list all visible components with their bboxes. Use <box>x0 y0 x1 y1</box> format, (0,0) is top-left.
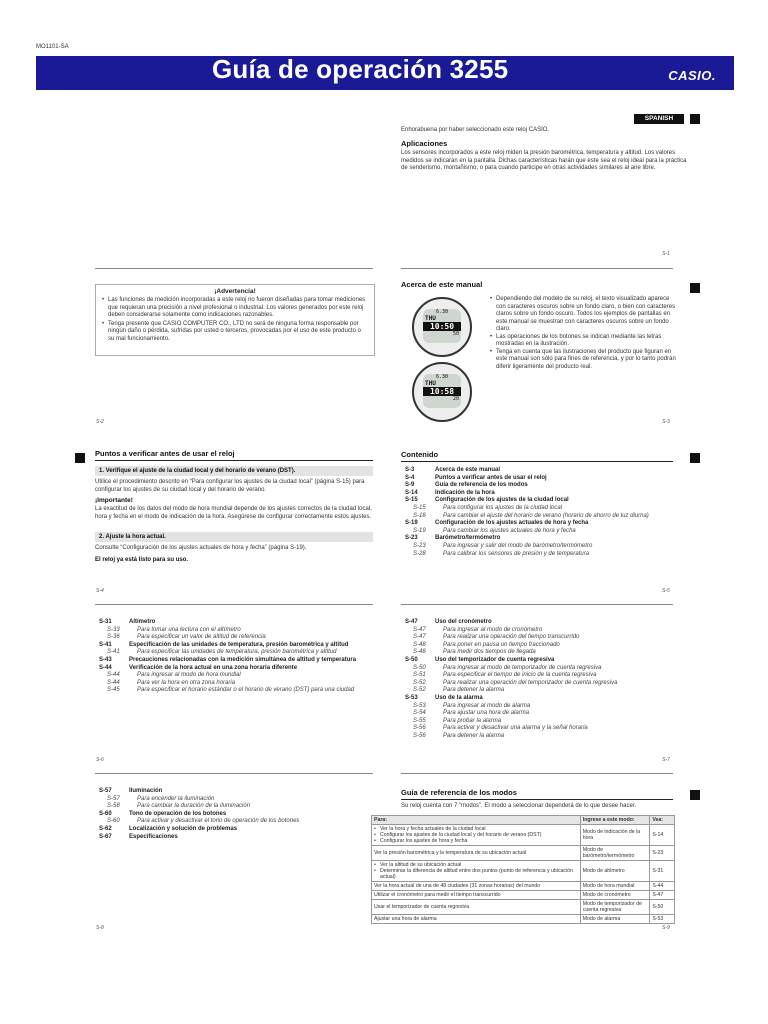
title-banner <box>36 56 734 90</box>
toc-sub-page-ref: S-33 <box>107 626 120 633</box>
warning-item: • Las funciones de medición incorporadas a este reloj no fueron diseñadas para tomar mediciones que requieran una precisión a nivel profesional o industrial. Los valores generados por este reloj deben considerarse solamente como indicaciones razonables. <box>102 297 368 320</box>
toc-entry <box>405 467 677 475</box>
page-number: S-3 <box>662 419 670 425</box>
toc-sub-page-ref: S-36 <box>107 634 120 641</box>
toc-page-ref: S-62 <box>99 825 112 832</box>
cell-modo: Modo de hora mundial <box>580 882 650 891</box>
aplicaciones-text: Los sensores incorporados a este reloj miden la presión barométrica, temperatura y altitud. Los valores medidos se indicarán en la pantalla. Dichas características harán que este sea el reloj ideal para la práctica de senderismo, montañismo, o para cuando participe en otras actividades similares al aire libre. <box>401 150 687 171</box>
cell-para <box>372 825 581 846</box>
divider <box>401 268 673 269</box>
important-text: La exactitud de los datos del modo de hora mundial depende de los ajustes correctos de la ciudad local, hora y fecha en el modo de indicación de la hora. Asegúrese de configurar correctamente estos ajustes. <box>95 506 372 520</box>
toc-sub-title: Para ver la hora en otra zona horaria <box>137 679 236 686</box>
cell-vea: S-23 <box>650 846 675 861</box>
toc-subentry <box>99 672 373 680</box>
toc-title: Localización y solución de problemas <box>129 825 238 832</box>
cell-vea: S-50 <box>650 900 675 915</box>
section-heading-acerca: Acerca de este manual <box>401 280 483 289</box>
toc-title: Acerca de este manual <box>435 467 501 473</box>
cell-para-line: • Determinar la diferencia de altitud entre dos puntos (punto de referencia y ubicación actual) <box>374 868 578 880</box>
toc-list <box>405 619 677 741</box>
cell-modo: Modo de indicación de la hora <box>580 825 650 846</box>
table-row <box>372 846 675 861</box>
toc-entry <box>99 657 373 665</box>
toc-title: Guía de referencia de los modos <box>435 482 528 489</box>
toc-sub-title: Para cambiar la duración de la iluminación <box>137 803 251 810</box>
step-2-header: 2. Ajuste la hora actual. <box>95 532 373 542</box>
page-number: S-2 <box>96 419 104 425</box>
toc-subentry <box>405 718 677 726</box>
watch-seconds: 20 <box>452 396 459 402</box>
toc-sub-title: Para encender la iluminación <box>137 795 215 802</box>
toc-page-ref: S-9 <box>405 482 415 489</box>
intro-text: Enhorabuena por haber seleccionado este reloj CASIO. <box>401 127 550 133</box>
cell-vea: S-14 <box>650 825 675 846</box>
toc-sub-title: Para ajustar una hora de alarma <box>443 710 530 717</box>
cell-para <box>372 915 581 924</box>
acerca-bullets <box>490 296 676 371</box>
toc-entry <box>405 657 677 665</box>
toc-title: Indicación de la hora <box>435 489 495 496</box>
cell-vea: S-31 <box>650 861 675 882</box>
section-heading-guia: Guía de referencia de los modos <box>401 788 517 797</box>
toc-title: Altímetro <box>129 619 156 625</box>
important-heading: ¡Importante! <box>95 497 133 504</box>
warning-title: ¡Advertencia! <box>214 288 256 295</box>
toc-subentry <box>405 513 677 521</box>
toc-page-ref: S-31 <box>99 619 112 625</box>
toc-sub-page-ref: S-28 <box>413 550 426 557</box>
watch-time: 10:50 <box>423 322 461 331</box>
divider <box>401 773 673 774</box>
toc-subentry <box>405 543 677 551</box>
watch-date: 6.30 <box>435 309 449 315</box>
toc-sub-page-ref: S-52 <box>413 687 426 694</box>
col-header-para: Para: <box>372 816 581 825</box>
cell-para-line: • Configurar los ajustes de hora y fecha <box>374 838 578 844</box>
toc-title: Uso de la alarma <box>435 694 483 701</box>
toc-subentry <box>405 642 677 650</box>
page-marker <box>75 453 85 463</box>
toc-page-ref: S-60 <box>99 810 112 817</box>
toc-sub-page-ref: S-19 <box>413 527 426 534</box>
divider <box>95 604 373 605</box>
section-heading-puntos: Puntos a verificar antes de usar el reloj <box>95 449 235 458</box>
toc-title: Configuración de los ajustes de la ciudad local <box>435 497 569 504</box>
cell-para-line: • Ver la hora y fecha actuales de la ciudad local <box>374 826 578 832</box>
toc-entry <box>405 695 677 703</box>
toc-sub-page-ref: S-44 <box>107 679 120 686</box>
cell-vea: S-44 <box>650 882 675 891</box>
toc-subentry <box>99 680 373 688</box>
watch-date: 6.30 <box>435 374 449 380</box>
toc-sub-page-ref: S-15 <box>413 504 426 511</box>
watch-illustration <box>412 362 472 422</box>
toc-entry <box>405 482 677 490</box>
toc-entry <box>99 619 373 627</box>
toc-sub-page-ref: S-58 <box>107 803 120 810</box>
toc-subentry <box>99 818 373 826</box>
toc-entry <box>405 520 677 528</box>
watch-illustration <box>412 297 472 357</box>
toc-page-ref: S-14 <box>405 489 418 496</box>
page-number: S-6 <box>96 757 104 763</box>
divider <box>95 460 373 461</box>
toc-subentry <box>405 703 677 711</box>
table-row <box>372 882 675 891</box>
toc-list <box>99 619 373 695</box>
toc-sub-page-ref: S-45 <box>107 687 120 694</box>
toc-title: Especificación de las unidades de temperatura, presión barométrica y altitud <box>129 641 349 648</box>
toc-sub-page-ref: S-51 <box>413 672 426 679</box>
toc-subentry <box>99 649 373 657</box>
toc-sub-title: Para ingresar al modo de cronómetro <box>443 626 543 633</box>
toc-entry <box>99 642 373 650</box>
toc-title: Tono de operación de los botones <box>129 810 227 817</box>
page-marker <box>690 790 700 800</box>
watch-time: 10:58 <box>423 387 461 396</box>
toc-subentry <box>405 672 677 680</box>
toc-sub-title: Para ingresar al modo de hora mundial <box>137 672 241 679</box>
toc-sub-page-ref: S-41 <box>107 649 120 656</box>
acerca-bullet: • Tenga en cuenta que las ilustraciones del producto que figuran en este manual son sólo para fines de referencia, y por lo tanto podrán diferir ligeramente del producto real. <box>490 349 676 372</box>
col-header-vea: Vea: <box>650 816 675 825</box>
toc-subentry <box>405 634 677 642</box>
toc-sub-title: Para especificar un valor de altitud de referencia <box>137 634 266 641</box>
step-1-text: Utilice el procedimiento descrito en “Para configurar los ajustes de la ciudad local” (página S-15) para configurar los ajustes de su ciudad local y del horario de verano. <box>95 479 365 493</box>
toc-sub-page-ref: S-47 <box>413 626 426 633</box>
toc-sub-title: Para ingresar al modo de alarma <box>443 702 531 709</box>
toc-sub-page-ref: S-44 <box>107 672 120 679</box>
toc-title: Especificaciones <box>129 833 178 840</box>
toc-subentry <box>405 505 677 513</box>
toc-sub-title: Para detener la alarma <box>443 732 505 739</box>
toc-list <box>99 788 373 841</box>
toc-subentry <box>405 710 677 718</box>
toc-subentry <box>99 803 373 811</box>
divider <box>95 773 373 774</box>
toc-sub-title: Para especificar las unidades de temperatura, presión barométrica y altitud <box>137 649 337 656</box>
divider <box>401 461 673 462</box>
toc-sub-title: Para poner en pausa un tiempo fraccionado <box>443 641 560 648</box>
divider <box>401 799 673 800</box>
cell-para <box>372 900 581 915</box>
toc-page-ref: S-57 <box>99 788 112 794</box>
col-header-modo: Ingrese a este modo: <box>580 816 650 825</box>
table-row <box>372 915 675 924</box>
cell-para-line: Ver la hora actual de una de 48 ciudades (31 zonas horarias) del mundo <box>374 883 541 889</box>
toc-sub-page-ref: S-53 <box>413 702 426 709</box>
toc-sub-title: Para realizar una operación del temporizador de cuenta regresiva <box>443 679 618 686</box>
cell-para-line: • Configurar los ajustes de la ciudad local y del horario de verano (DST) <box>374 832 578 838</box>
toc-sub-page-ref: S-60 <box>107 818 120 825</box>
watch-seconds: 50 <box>452 331 459 337</box>
toc-sub-title: Para ingresar al modo de temporizador de cuenta regresiva <box>443 664 602 671</box>
toc-entry <box>99 811 373 819</box>
table-row <box>372 861 675 882</box>
page-number: S-8 <box>96 925 104 931</box>
toc-sub-title: Para ingresar y salir del modo de barómetro/termómetro <box>443 542 593 549</box>
toc-sub-title: Para calibrar los sensores de presión y de temperatura <box>443 550 590 557</box>
toc-entry <box>99 834 373 842</box>
cell-modo: Modo de cronómetro <box>580 891 650 900</box>
toc-page-ref: S-3 <box>405 467 415 473</box>
toc-title: Barómetro/termómetro <box>435 535 501 542</box>
toc-sub-title: Para activar y desactivar el tono de operación de los botones <box>137 818 300 825</box>
toc-sub-title: Para especificar el horario estándar o el horario de verano (DST) para una ciudad <box>137 687 355 694</box>
toc-list <box>405 467 677 558</box>
toc-entry <box>405 475 677 483</box>
toc-sub-page-ref: S-55 <box>413 717 426 724</box>
step-1-header: 1. Verifique el ajuste de la ciudad local y del horario de verano (DST). <box>95 466 373 476</box>
document-title: Guía de operación 3255 <box>212 54 509 84</box>
toc-sub-page-ref: S-56 <box>413 725 426 732</box>
toc-sub-title: Para especificar el tiempo de inicio de la cuenta regresiva <box>443 672 597 679</box>
toc-sub-page-ref: S-50 <box>413 664 426 671</box>
cell-para <box>372 846 581 861</box>
toc-title: Uso del temporizador de cuenta regresiva <box>435 656 555 663</box>
toc-sub-page-ref: S-56 <box>413 732 426 739</box>
watch-day: THU <box>425 315 436 322</box>
toc-page-ref: S-23 <box>405 535 418 542</box>
cell-vea: S-53 <box>650 915 675 924</box>
modes-table <box>371 815 675 924</box>
toc-entry <box>99 665 373 673</box>
toc-subentry <box>405 528 677 536</box>
toc-sub-title: Para activar y desactivar una alarma y la señal horaria <box>443 725 588 732</box>
page-number: S-5 <box>662 588 670 594</box>
toc-page-ref: S-50 <box>405 656 418 663</box>
toc-sub-title: Para realizar una operación del tiempo transcurrido <box>443 634 580 641</box>
guia-intro: Su reloj cuenta con 7 “modos”. El modo a seleccionar dependerá de lo que desee hacer. <box>401 803 637 809</box>
cell-para-line: Usar el temporizador de cuenta regresiva <box>374 904 470 910</box>
cell-modo: Modo de temporizador de cuenta regresiva <box>580 900 650 915</box>
toc-entry <box>99 826 373 834</box>
toc-subentry <box>405 725 677 733</box>
toc-sub-title: Para cambiar los ajustes actuales de hora y fecha <box>443 527 576 534</box>
ready-text: El reloj ya está listo para su uso. <box>95 557 189 563</box>
warning-box <box>95 284 375 356</box>
toc-subentry <box>99 796 373 804</box>
toc-subentry <box>405 733 677 741</box>
table-row <box>372 825 675 846</box>
toc-subentry <box>405 680 677 688</box>
toc-title: Puntos a verificar antes de usar el reloj <box>435 474 547 481</box>
cell-modo: Modo de alarma <box>580 915 650 924</box>
toc-sub-title: Para detener la alarma <box>443 687 505 694</box>
acerca-bullet: • Las operaciones de los botones se indican mediante las letras mostradas en la ilustración. <box>490 334 676 349</box>
toc-sub-title: Para configurar los ajustes de la ciudad local <box>443 504 563 511</box>
modes-table-wrap <box>371 815 675 924</box>
toc-sub-page-ref: S-18 <box>413 512 426 519</box>
toc-entry <box>405 490 677 498</box>
toc-page-ref: S-53 <box>405 694 418 701</box>
warning-item: • Tenga presente que CASIO COMPUTER CO., LTD no será de ninguna forma responsable por ningún daño o pérdida, sufridas por usted o terceros, provocadas por el uso de este producto o su mal funcionamiento. <box>102 321 368 344</box>
cell-para <box>372 891 581 900</box>
document-code: MO1101-SA <box>36 44 69 50</box>
toc-page-ref: S-4 <box>405 474 415 481</box>
toc-page-ref: S-19 <box>405 520 418 527</box>
toc-sub-page-ref: S-23 <box>413 542 426 549</box>
table-row <box>372 891 675 900</box>
toc-page-ref: S-43 <box>99 656 112 663</box>
divider <box>95 268 373 269</box>
toc-entry <box>405 497 677 505</box>
step-2-text: Consulte “Configuración de los ajustes actuales de hora y fecha” (página S-19). <box>95 545 307 551</box>
page-marker <box>690 283 700 293</box>
toc-subentry <box>405 649 677 657</box>
toc-sub-page-ref: S-57 <box>107 795 120 802</box>
toc-sub-page-ref: S-48 <box>413 641 426 648</box>
page-marker <box>690 453 700 463</box>
toc-sub-page-ref: S-52 <box>413 679 426 686</box>
cell-para-line: Utilizar el cronómetro para medir el tiempo transcurrido <box>374 892 501 898</box>
page-marker <box>690 114 700 124</box>
toc-subentry <box>99 627 373 635</box>
toc-subentry <box>99 634 373 642</box>
page-number: S-9 <box>662 925 670 931</box>
toc-title: Iluminación <box>129 788 163 794</box>
toc-page-ref: S-15 <box>405 497 418 504</box>
language-tag: SPANISH <box>634 114 684 124</box>
toc-sub-page-ref: S-47 <box>413 634 426 641</box>
toc-subentry <box>99 687 373 695</box>
section-heading-contenido: Contenido <box>401 450 439 459</box>
table-row <box>372 900 675 915</box>
section-heading-aplicaciones: Aplicaciones <box>401 139 448 148</box>
cell-para-line: Ver la presión barométrica y la temperatura de su ubicación actual <box>374 850 527 856</box>
toc-sub-title: Para tomar una lectura con el altímetro <box>137 626 241 633</box>
toc-subentry <box>405 627 677 635</box>
toc-subentry <box>405 551 677 559</box>
cell-para-line: Ajustar una hora de alarma <box>374 916 437 922</box>
page-number: S-4 <box>96 588 104 594</box>
toc-page-ref: S-67 <box>99 833 112 840</box>
toc-entry <box>405 535 677 543</box>
watch-day: THU <box>425 380 436 387</box>
page-number: S-7 <box>662 757 670 763</box>
toc-sub-title: Para cambiar el ajuste del horario de verano (horario de ahorro de luz diurna) <box>443 512 649 519</box>
toc-sub-page-ref: S-48 <box>413 649 426 656</box>
casio-logo: CASIO. <box>668 68 716 83</box>
cell-para <box>372 861 581 882</box>
cell-para <box>372 882 581 891</box>
toc-sub-title: Para probar la alarma <box>443 717 502 724</box>
toc-page-ref: S-41 <box>99 641 112 648</box>
toc-title: Precauciones relacionadas con la medición simultánea de altitud y temperatura <box>129 656 357 663</box>
divider <box>401 604 673 605</box>
cell-para-line: • Ver la altitud de su ubicación actual <box>374 862 578 868</box>
toc-page-ref: S-44 <box>99 664 112 671</box>
toc-title: Verificación de la hora actual en una zona horaria diferente <box>129 664 298 671</box>
toc-title: Uso del cronómetro <box>435 619 492 625</box>
toc-page-ref: S-47 <box>405 619 418 625</box>
toc-entry <box>405 619 677 627</box>
cell-modo: Modo de altímetro <box>580 861 650 882</box>
toc-sub-title: Para medir dos tiempos de llegada <box>443 649 536 656</box>
toc-subentry <box>405 687 677 695</box>
toc-sub-page-ref: S-54 <box>413 710 426 717</box>
toc-subentry <box>405 665 677 673</box>
cell-vea: S-47 <box>650 891 675 900</box>
acerca-bullet: • Dependiendo del modelo de su reloj, el texto visualizado aparece con caracteres oscuros sobre un fondo claro, o bien con caracteres claros sobre un fondo oscuro. Todos los ejemplos de pantallas en este manual se muestran con caracteres oscuros sobre un fondo claro. <box>490 296 676 334</box>
page-number: S-1 <box>662 251 670 257</box>
toc-title: Configuración de los ajustes actuales de hora y fecha <box>435 520 589 527</box>
toc-entry <box>99 788 373 796</box>
cell-modo: Modo de barómetro/termómetro <box>580 846 650 861</box>
